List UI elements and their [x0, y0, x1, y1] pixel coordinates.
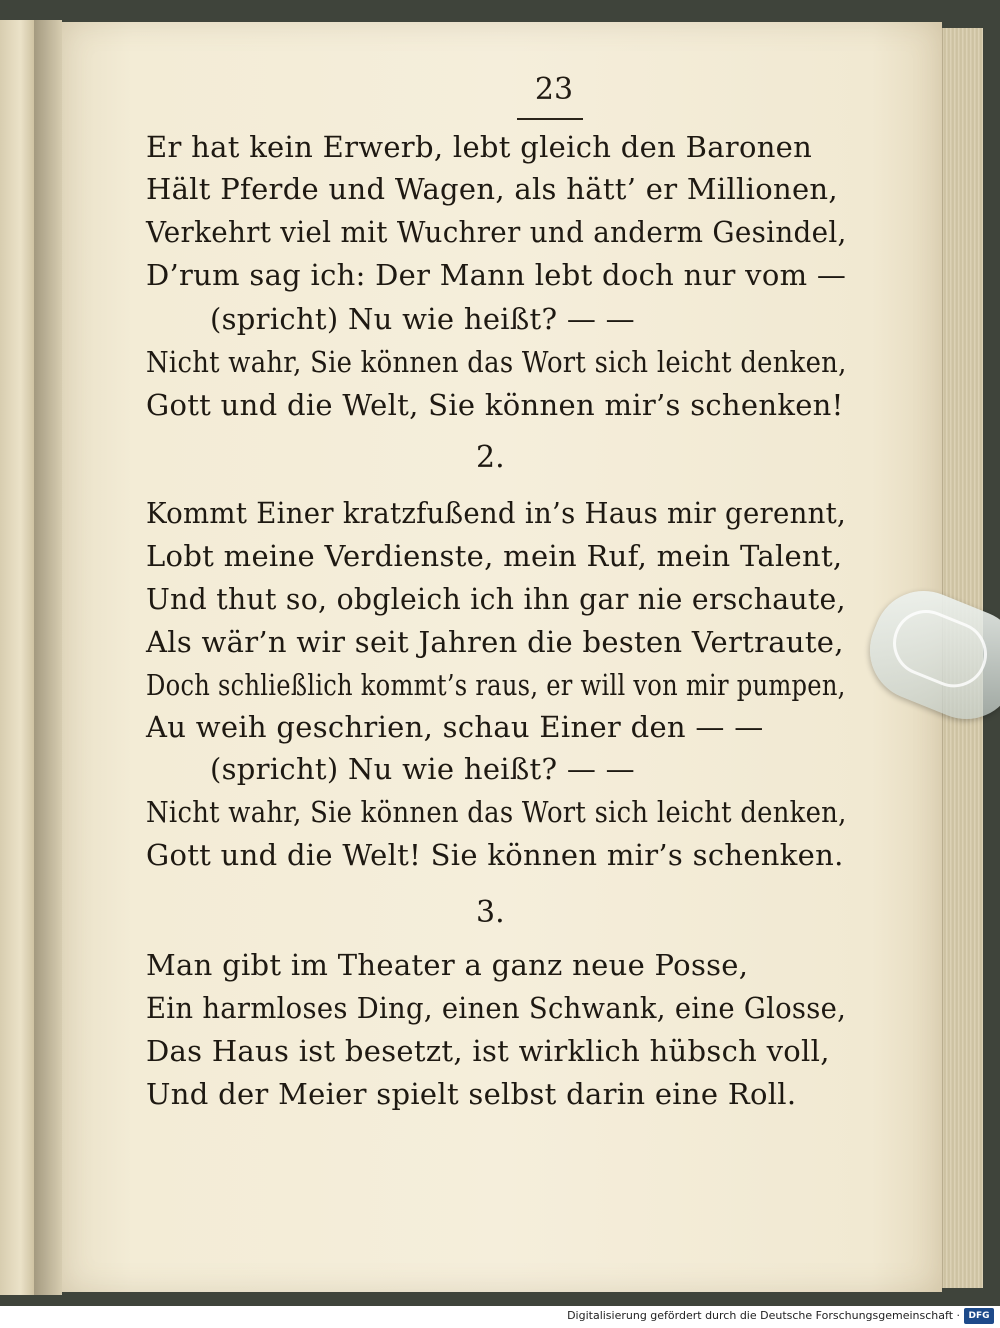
poem-line: Nicht wahr, Sie können das Wort sich leicht denken,	[146, 795, 847, 829]
poem-line: Hält Pferde und Wagen, als hätt’ er Millionen,	[146, 172, 838, 206]
poem-line: Doch schließlich kommt’s raus, er will von mir pumpen,	[146, 668, 846, 702]
page-number: 23	[534, 72, 574, 107]
dfg-logo: DFG	[964, 1308, 994, 1324]
footer-bar	[0, 1306, 1000, 1328]
poem-line: Ein harmloses Ding, einen Schwank, eine Glosse,	[146, 991, 847, 1025]
footer-credit: Digitalisierung gefördert durch die Deutsche Forschungsgemeinschaft ·	[567, 1309, 960, 1322]
page-number-rule	[517, 118, 583, 120]
poem-line: Und thut so, obgleich ich ihn gar nie erschaute,	[146, 582, 846, 616]
poem-line: Das Haus ist besetzt, ist wirklich hübsch voll,	[146, 1034, 830, 1068]
page-clip-loop	[883, 600, 997, 697]
poem-line-spoken: (spricht) Nu wie heißt? — —	[210, 302, 635, 336]
poem-line: Als wär’n wir seit Jahren die besten Vertraute,	[146, 625, 844, 659]
poem-line: Er hat kein Erwerb, lebt gleich den Baronen	[146, 130, 813, 164]
poem-line: Gott und die Welt! Sie können mir’s schenken.	[146, 838, 844, 872]
poem-line: Und der Meier spielt selbst darin eine Roll.	[146, 1077, 797, 1111]
poem-line: Nicht wahr, Sie können das Wort sich leicht denken,	[146, 345, 847, 379]
poem-line: Verkehrt viel mit Wuchrer und anderm Gesindel,	[146, 215, 847, 249]
stanza-heading: 3.	[476, 895, 505, 930]
poem-line: Gott und die Welt, Sie können mir’s schenken!	[146, 388, 844, 422]
poem-line: Kommt Einer kratzfußend in’s Haus mir gerennt,	[146, 496, 847, 530]
stanza-heading: 2.	[476, 440, 505, 475]
poem-line: Man gibt im Theater a ganz neue Posse,	[146, 948, 749, 982]
left-page-edge	[0, 20, 35, 1295]
poem-line: Lobt meine Verdienste, mein Ruf, mein Talent,	[146, 539, 843, 573]
book-gutter	[34, 20, 62, 1295]
poem-line: D’rum sag ich: Der Mann lebt doch nur vom —	[146, 258, 847, 292]
poem-line: Au weih geschrien, schau Einer den — —	[146, 710, 764, 744]
poem-line-spoken: (spricht) Nu wie heißt? — —	[210, 752, 635, 786]
